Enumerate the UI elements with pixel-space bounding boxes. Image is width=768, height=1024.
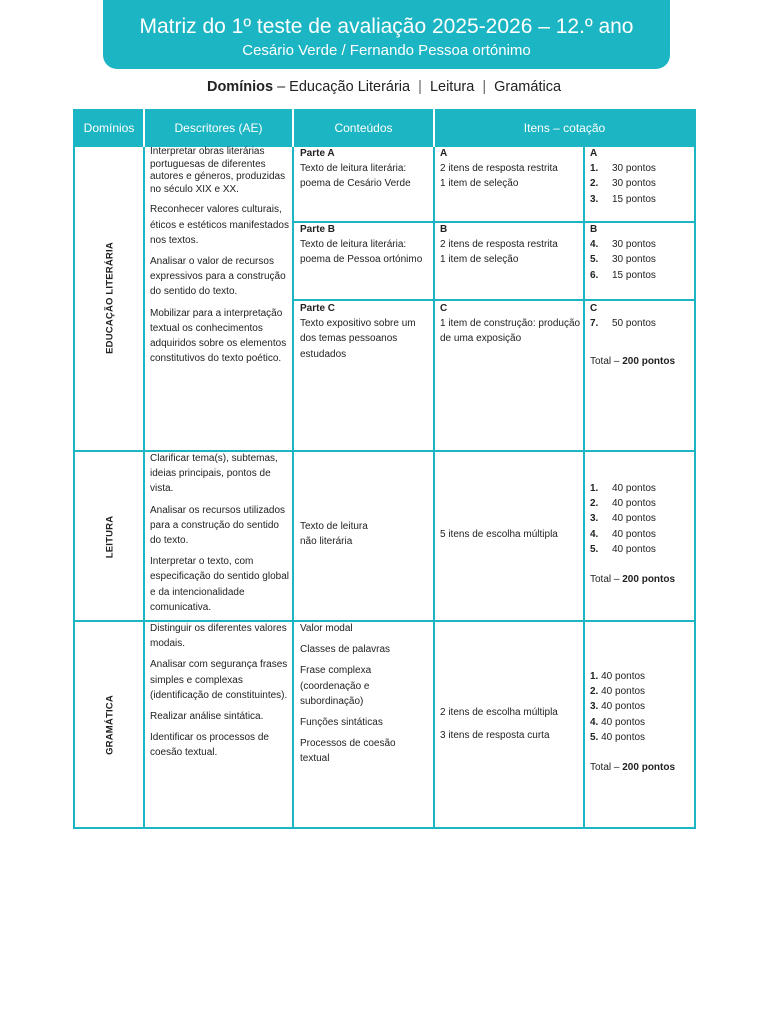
cotacao-line xyxy=(590,511,690,526)
domains-line-dash: – xyxy=(277,79,286,95)
item-line: 2 itens de escolha múltipla xyxy=(440,707,558,718)
descritor-item: Analisar com segurança frases simples e complexas (identificação de constituintes). xyxy=(150,659,288,701)
cotacao-number: 5. xyxy=(590,543,599,555)
col-header-descritores: Descritores (AE) xyxy=(144,109,293,147)
page-title: Matriz do 1º teste de avaliação 2025-2026 – 12.º ano xyxy=(139,15,634,38)
total-line xyxy=(590,760,690,775)
domain-label-educacao-literaria: EDUCAÇÃO LITERÁRIA xyxy=(104,242,116,354)
cotacao-line xyxy=(590,192,690,207)
cotacao-leitura xyxy=(590,481,690,587)
cotacao-number: 2. xyxy=(590,178,599,190)
domains-line-d2: Leitura xyxy=(429,79,475,95)
cotacao-value: 40 pontos xyxy=(612,513,656,525)
cotacao-value: 15 pontos xyxy=(612,269,656,281)
conteudo-line: Funções sintáticas xyxy=(300,717,383,729)
descritor-item: Analisar o valor de recursos expressivos para a construção do sentido do texto. xyxy=(150,255,286,298)
col-divider xyxy=(143,147,145,828)
header-divider xyxy=(292,109,294,147)
cotacao-number: 1. xyxy=(590,483,599,494)
cotacao-value: 50 pontos xyxy=(612,318,656,330)
item-line: 1 item de construção: produção de uma exposição xyxy=(440,318,581,345)
cotacao-value: 15 pontos xyxy=(612,193,656,205)
cotacao-line xyxy=(590,316,690,331)
domains-line-sep2: | xyxy=(482,79,487,95)
cotacao-line xyxy=(590,176,690,191)
cotacao-parte-c-title: C xyxy=(590,303,598,314)
table-border-left xyxy=(73,109,75,829)
cotacao-line xyxy=(590,161,690,176)
item-line: 1 item de seleção xyxy=(440,254,519,266)
table-border-right xyxy=(694,109,696,829)
descritor-item: Interpretar obras literárias portuguesas de diferentes autores e géneros, produzidas no século XIX e XX. xyxy=(150,146,286,195)
cotacao-number: 5. xyxy=(590,731,599,743)
col-divider xyxy=(292,147,294,828)
col-header-dominios: Domínios xyxy=(74,109,144,147)
domain-label-leitura: LEITURA xyxy=(104,515,116,559)
cotacao-number: 1. xyxy=(590,163,599,175)
cotacao-value: 30 pontos xyxy=(612,163,656,175)
col-divider xyxy=(583,147,585,828)
total-value: 200 pontos xyxy=(622,574,676,586)
cotacao-number: 3. xyxy=(590,701,599,713)
cotacao-line xyxy=(590,527,690,542)
descritores-gramatica xyxy=(150,621,290,767)
descritor-item: Reconhecer valores culturais, éticos e estéticos manifestados nos textos. xyxy=(150,204,289,246)
cotacao-number: 2. xyxy=(590,498,599,510)
cotacao-number: 4. xyxy=(590,239,599,251)
conteudo-line: Classes de palavras xyxy=(300,644,391,656)
item-line: 5 itens de escolha múltipla xyxy=(440,529,558,540)
cotacao-number: 2. xyxy=(590,686,599,698)
cotacao-parte-c xyxy=(590,301,690,370)
col-divider xyxy=(433,147,435,828)
conteudo-parte-c-title: Parte C xyxy=(300,303,336,314)
itens-parte-b-title: B xyxy=(440,224,448,235)
domains-line-sep1: | xyxy=(418,79,422,95)
conteudo-leitura xyxy=(300,519,430,549)
item-line: 1 item de seleção xyxy=(440,178,519,190)
descritores-educacao-literaria xyxy=(150,146,290,372)
cotacao-value: 40 pontos xyxy=(601,731,646,743)
domains-line-label: Domínios xyxy=(206,79,274,95)
item-line: 2 itens de resposta restrita xyxy=(440,163,558,175)
conteudo-parte-a-text: Texto de leitura literária: poema de Cesário Verde xyxy=(300,163,411,190)
descritores-leitura xyxy=(150,451,290,621)
item-line: 2 itens de resposta restrita xyxy=(440,239,558,251)
col-header-conteudos: Conteúdos xyxy=(293,109,434,147)
total-label: Total – xyxy=(590,356,620,368)
conteudo-line: Frase complexa (coordenação e subordinação) xyxy=(300,665,372,707)
cotacao-parte-b-title: B xyxy=(590,224,598,235)
conteudo-gramatica xyxy=(300,621,430,773)
itens-parte-c xyxy=(440,301,582,347)
cotacao-line xyxy=(590,684,690,699)
cotacao-value: 40 pontos xyxy=(601,701,646,713)
descritor-item: Distinguir os diferentes valores modais. xyxy=(150,623,287,650)
domains-line-d3: Gramática xyxy=(494,79,562,95)
cotacao-line xyxy=(590,268,690,283)
conteudo-parte-c xyxy=(300,301,422,362)
cotacao-line xyxy=(590,730,690,745)
cotacao-line xyxy=(590,252,690,267)
conteudo-line: Processos de coesão textual xyxy=(300,738,396,765)
item-line: 3 itens de resposta curta xyxy=(440,730,550,742)
conteudo-line: Valor modal xyxy=(300,623,353,634)
itens-parte-a-title: A xyxy=(440,148,448,159)
header-divider xyxy=(433,109,435,147)
conteudo-parte-a-title: Parte A xyxy=(300,148,335,159)
cotacao-number: 7. xyxy=(590,318,599,330)
itens-gramatica xyxy=(440,705,582,743)
cotacao-line xyxy=(590,669,690,684)
cotacao-number: 3. xyxy=(590,193,599,205)
cotacao-value: 40 pontos xyxy=(612,543,656,555)
cotacao-number: 3. xyxy=(590,513,599,525)
cotacao-parte-a xyxy=(590,146,690,207)
cotacao-value: 30 pontos xyxy=(612,178,656,190)
cotacao-parte-a-title: A xyxy=(590,148,598,159)
table-border-bottom xyxy=(73,827,696,829)
total-value: 200 pontos xyxy=(622,356,676,368)
total-line xyxy=(590,354,690,369)
descritor-item: Interpretar o texto, com especificação do sentido global e da intencionalidade comunicativa. xyxy=(150,556,289,613)
cotacao-value: 40 pontos xyxy=(601,671,646,682)
cotacao-line xyxy=(590,699,690,714)
domains-line-d1: Educação Literária xyxy=(289,79,411,95)
cotacao-value: 40 pontos xyxy=(612,483,656,494)
itens-parte-c-title: C xyxy=(440,303,448,314)
descritor-item: Mobilizar para a interpretação textual os conhecimentos adquiridos sobre os elementos constitutivos do texto poético. xyxy=(150,307,287,365)
header-divider xyxy=(143,109,145,147)
domain-label-gramatica: GRAMÁTICA xyxy=(104,695,116,755)
descritor-item: Analisar os recursos utilizados para a construção do sentido do texto. xyxy=(150,504,286,547)
descritor-item: Realizar análise sintática. xyxy=(150,711,264,723)
cotacao-line xyxy=(590,542,690,557)
conteudo-parte-c-text: Texto expositivo sobre um dos temas pessoanos estudados xyxy=(300,318,416,360)
total-label: Total – xyxy=(590,574,620,586)
col-header-itens-cotacao: Itens – cotação xyxy=(434,109,695,147)
cotacao-number: 4. xyxy=(590,716,599,728)
cotacao-value: 40 pontos xyxy=(601,716,646,728)
cotacao-number: 1. xyxy=(590,671,599,682)
cotacao-line xyxy=(590,715,690,730)
conteudo-line: não literária xyxy=(300,536,353,548)
cotacao-line xyxy=(590,237,690,252)
itens-parte-a xyxy=(440,146,582,192)
conteudo-parte-b-text: Texto de leitura literária: poema de Pessoa ortónimo xyxy=(300,239,423,266)
total-line xyxy=(590,572,690,587)
cotacao-value: 40 pontos xyxy=(612,528,656,540)
cotacao-parte-b xyxy=(590,222,690,283)
itens-parte-b xyxy=(440,222,582,268)
cotacao-gramatica xyxy=(590,669,690,775)
total-label: Total – xyxy=(590,762,620,774)
total-value: 200 pontos xyxy=(622,762,676,774)
cotacao-value: 30 pontos xyxy=(612,239,656,251)
conteudo-parte-b-title: Parte B xyxy=(300,224,336,235)
conteudo-line: Texto de leitura xyxy=(300,521,368,532)
cotacao-number: 5. xyxy=(590,254,599,266)
itens-leitura xyxy=(440,527,582,542)
descritor-item: Clarificar tema(s), subtemas, ideias principais, pontos de vista. xyxy=(150,453,278,495)
cotacao-number: 6. xyxy=(590,269,599,281)
conteudo-parte-b xyxy=(300,222,430,268)
page-subtitle: Cesário Verde / Fernando Pessoa ortónimo xyxy=(242,42,531,59)
cotacao-number: 4. xyxy=(590,528,599,540)
cotacao-value: 40 pontos xyxy=(612,498,656,510)
cotacao-line xyxy=(590,481,690,496)
cotacao-line xyxy=(590,496,690,511)
descritor-item: Identificar os processos de coesão textual. xyxy=(150,732,269,759)
conteudo-parte-a xyxy=(300,146,430,192)
cotacao-value: 40 pontos xyxy=(601,686,646,698)
cotacao-value: 30 pontos xyxy=(612,254,656,266)
